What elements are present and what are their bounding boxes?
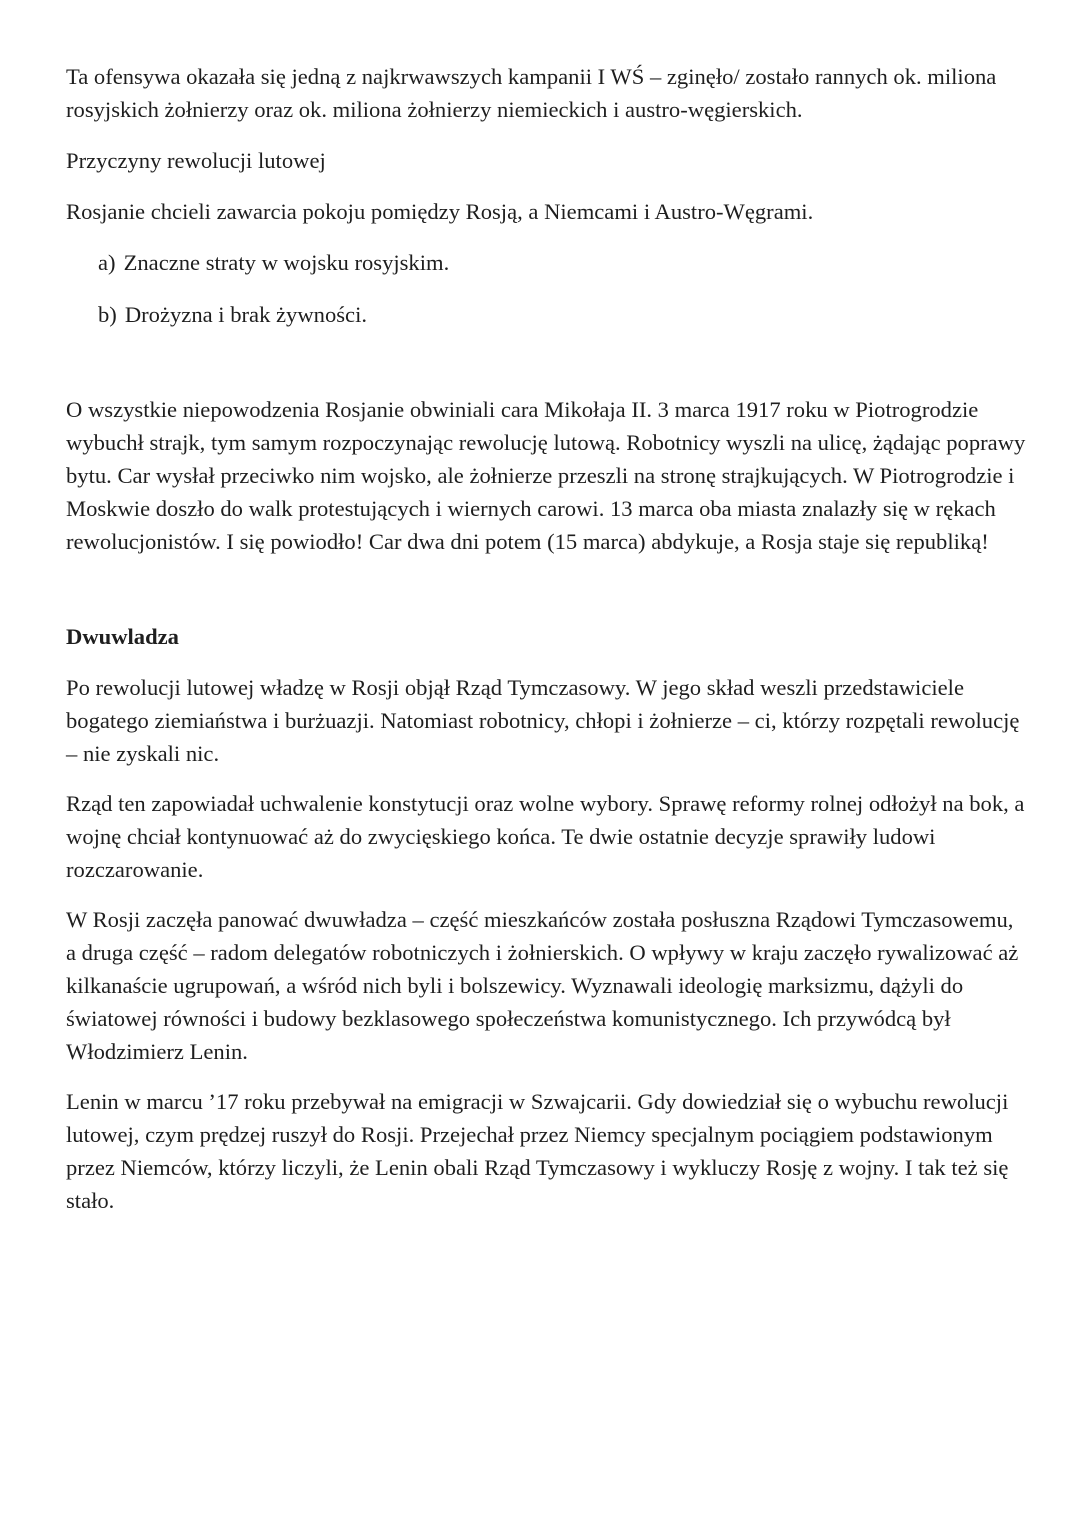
list-marker: b) — [98, 302, 117, 327]
paragraph-dual-power: W Rosji zaczęła panować dwuwładza – część mieszkańców została posłuszna Rządowi Tymczasowemu, a druga część – radom delegatów robotniczych i żołnierskich. O wpływy w kraju zaczęło rywalizować aż kilkanaście ugrupowań, a wśród nich byli i bolszewicy. Wyznawali ideologię marksizmu, dążyli do światowej równości i budowy bezklasowego społeczeństwa komunistycznego. Ich przywódcą był Włodzimierz Lenin. — [66, 907, 1019, 1064]
causes-list — [66, 246, 1026, 331]
heading-causes: Przyczyny rewolucji lutowej — [66, 148, 326, 173]
list-item — [98, 298, 1026, 331]
paragraph-february-revolution: O wszystkie niepowodzenia Rosjanie obwiniali cara Mikołaja II. 3 marca 1917 roku w Piotrogrodzie wybuchł strajk, tym samym rozpoczynając rewolucję lutową. Robotnicy wyszli na ulicę, żądając poprawy bytu. Car wysłał przeciwko nim wojsko, ale żołnierze przeszli na stronę strajkujących. W Piotrogrodzie i Moskwie doszło do walk protestujących i wiernych carowi. 13 marca oba miasta znalazły się w rękach rewolucjonistów. I się powiodło! Car dwa dni potem (15 marca) abdykuje, a Rosja staje się republiką! — [66, 397, 1026, 554]
paragraph-provisional-government: Po rewolucji lutowej władzę w Rosji objął Rząd Tymczasowy. W jego skład weszli przedstawiciele bogatego ziemiaństwa i burżuazji. Natomiast robotnicy, chłopi i żołnierze – ci, którzy rozpętali rewolucję – nie zyskali nic. — [66, 675, 1020, 766]
list-item-text: Drożyzna i brak żywności. — [124, 302, 367, 327]
paragraph-peace: Rosjanie chcieli zawarcia pokoju pomiędzy Rosją, a Niemcami i Austro-Węgrami. — [66, 199, 814, 224]
list-marker: a) — [98, 250, 116, 275]
paragraph-lenin: Lenin w marcu ’17 roku przebywał na emigracji w Szwajcarii. Gdy dowiedział się o wybuchu rewolucji lutowej, czym prędzej ruszył do Rosji. Przejechał przez Niemcy specjalnym pociągiem podstawionym przez Niemców, którzy liczyli, że Lenin obali Rząd Tymczasowy i wykluczy Rosję z wojny. I tak też się stało. — [66, 1089, 1009, 1213]
list-item — [98, 246, 1026, 279]
section-title-dwuwladza: Dwuwladza — [66, 624, 179, 649]
document-page — [66, 60, 1026, 1234]
list-item-text: Znaczne straty w wojsku rosyjskim. — [123, 250, 450, 275]
paragraph-government-promises: Rząd ten zapowiadał uchwalenie konstytucji oraz wolne wybory. Sprawę reformy rolnej odłożył na bok, a wojnę chciał kontynuować aż do zwycięskiego końca. Te dwie ostatnie decyzje sprawiły ludowi rozczarowanie. — [66, 791, 1025, 882]
paragraph-offensive: Ta ofensywa okazała się jedną z najkrwawszych kampanii I WŚ – zginęło/ zostało rannych ok. miliona rosyjskich żołnierzy oraz ok. miliona żołnierzy niemieckich i austro-węgierskich. — [66, 64, 997, 122]
